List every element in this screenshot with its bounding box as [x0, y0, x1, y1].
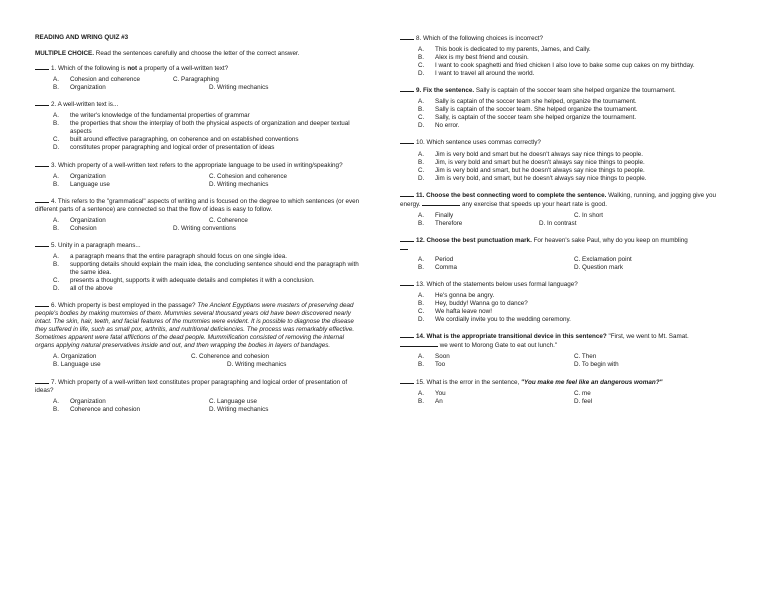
question-1-options	[35, 76, 365, 92]
question-11: 11. Choose the best connecting word to complete the sentence. Walking, running, and jogging give you energy. any exercise that speeds up your heart rate is good.	[400, 191, 717, 208]
option-a[interactable]: A. Jim is very bold and smart but he doesn't always say nice things to people.	[418, 150, 644, 158]
option-b[interactable]: B. Hey, buddy! Wanna go to dance?	[418, 300, 528, 308]
question-6-passage: The Ancient Egyptians were masters of preserving dead people's bodies by making mummies of them. Mummies several thousand years old have been discovered nearly intact. The skin, hair, teeth, and facial features of the mummies were evident. It is possible to diagnose the disease they suffered in life, such as small pox, arthritis, and nutritional deficiencies. The process was remarkably effective. Sometimes apparent were fatal afflictions of the dead people. Mummification consisted of removing the internal organs applying natural preservatives inside and out, and then wrapping the bodies in layers of bandages.	[35, 302, 355, 350]
option-c[interactable]: C. We hafta leave now!	[418, 308, 492, 316]
option-b[interactable]: B. Cohesion	[53, 224, 97, 232]
option-d[interactable]: D. Question mark	[574, 264, 623, 272]
fill-in-blank[interactable]	[400, 341, 438, 347]
question-9-options	[400, 98, 735, 130]
option-a[interactable]: A. This book is dedicated to my parents, James, and Cally.	[418, 46, 591, 54]
question-14-options	[400, 353, 735, 369]
option-d[interactable]: D. In contrast	[539, 219, 577, 227]
option-a[interactable]: A. Organization	[53, 216, 106, 224]
option-a[interactable]: A. Sally is captain of the soccer team she helped, organize the tournament.	[418, 98, 637, 106]
option-a[interactable]: A. Organization	[53, 397, 106, 405]
answer-blank[interactable]	[400, 191, 414, 197]
instructions: MULTIPLE CHOICE. Read the sentences carefully and choose the letter of the correct answer.	[35, 50, 300, 58]
option-d[interactable]: D. all of the above	[53, 285, 113, 293]
answer-blank[interactable]	[400, 236, 414, 242]
question-13-options	[400, 292, 735, 324]
option-b[interactable]: B. the properties that show the interplay of both the physical aspects of organization and deeper textual aspects	[53, 120, 350, 136]
option-a[interactable]: A. Organization	[53, 353, 97, 361]
question-2: 2. A well-written text is...	[35, 100, 365, 109]
option-b[interactable]: B. An	[418, 397, 443, 405]
option-d[interactable]: D. Writing mechanics	[227, 361, 287, 369]
option-d[interactable]: D. To begin with	[574, 361, 619, 369]
fill-in-blank[interactable]	[400, 245, 408, 250]
question-15-options	[400, 390, 735, 406]
quiz-title: READING AND WRING QUIZ #3	[35, 34, 129, 41]
option-a[interactable]: A. You	[418, 389, 446, 397]
option-b[interactable]: B. Coherence and cohesion	[53, 405, 141, 413]
question-4-options	[35, 217, 365, 233]
left-column	[35, 34, 365, 422]
answer-blank[interactable]	[35, 100, 49, 106]
option-c[interactable]: C. presents a thought, supports it with adequate details and completes it with a conclusion.	[53, 277, 315, 285]
option-b[interactable]: B. Language use	[53, 361, 101, 369]
option-b[interactable]: B. Comma	[418, 264, 458, 272]
option-a[interactable]: A. Finally	[418, 211, 454, 219]
right-column	[400, 34, 735, 414]
option-c[interactable]: C. Language use	[209, 397, 257, 405]
option-a[interactable]: A. He's gonna be angry.	[418, 292, 495, 300]
option-a[interactable]: A. Soon	[418, 353, 450, 361]
option-c[interactable]: C. In short	[574, 211, 604, 219]
option-b[interactable]: B. Alex is my best friend and cousin.	[418, 54, 529, 62]
question-15: 15. What is the error in the sentence, "You make me feel like an dangerous woman?"	[400, 378, 735, 387]
question-14: 14. What is the appropriate transitional device in this sentence? "First, we went to Mt. Samat. we went to Morong Gate to eat out lunch."	[400, 332, 735, 350]
option-a[interactable]: A. the writer's knowledge of the fundamental properties of grammar	[53, 112, 250, 120]
option-c[interactable]: C. I want to cook spaghetti and fried chicken I also love to bake some cup cakes on my birthday.	[418, 62, 695, 70]
question-12: 12. Choose the best punctuation mark. For heaven's sake Paul, why do you keep on mumbling	[400, 236, 735, 253]
option-d[interactable]: D. Writing mechanics	[209, 405, 269, 413]
answer-blank[interactable]	[35, 64, 49, 70]
option-d[interactable]: D. feel	[574, 397, 593, 405]
answer-blank[interactable]	[35, 197, 49, 203]
question-8: 8. Which of the following choices is incorrect?	[400, 34, 735, 43]
option-b[interactable]: B. Language use	[53, 180, 110, 188]
option-c[interactable]: C. Coherence and cohesion	[191, 353, 270, 361]
option-a[interactable]: A. a paragraph means that the entire paragraph should focus on one single idea.	[53, 252, 288, 260]
question-1: 1. Which of the following is not a property of a well-written text?	[35, 64, 365, 73]
answer-blank[interactable]	[400, 280, 414, 286]
question-11-options	[400, 212, 735, 228]
option-d[interactable]: D. I want to travel all around the world.	[418, 70, 535, 78]
answer-blank[interactable]	[400, 34, 414, 40]
question-13: 13. Which of the statements below uses formal language?	[400, 280, 735, 289]
option-b[interactable]: B. Jim, is very bold and smart but he doesn't always say nice things to people.	[418, 158, 645, 166]
answer-blank[interactable]	[35, 241, 49, 247]
answer-blank[interactable]	[400, 332, 414, 338]
option-d[interactable]: D. No error.	[418, 122, 460, 130]
question-10-options	[400, 151, 735, 183]
option-c[interactable]: C. Exclamation point	[574, 255, 632, 263]
question-10: 10. Which sentence uses commas correctly?	[400, 138, 735, 147]
option-a[interactable]: A. Cohesion and coherence	[53, 76, 141, 84]
question-4: 4. This refers to the "grammatical" aspects of writing and is focused on the degree to which sentences (or even different parts of a sentence) are connected so that the flow of ideas is easy to follow.	[35, 197, 360, 213]
option-b[interactable]: B. Organization	[53, 84, 106, 92]
option-c[interactable]: C. Coherence	[209, 216, 248, 224]
question-3: 3. Which property of a well-written text refers to the appropriate language to be used in writing/speaking?	[35, 161, 365, 170]
option-b[interactable]: B. Therefore	[418, 219, 463, 227]
option-c[interactable]: C. Then	[574, 353, 597, 361]
option-c[interactable]: C. Paragraphing	[173, 76, 219, 84]
question-7: 7. Which property of a well-written text constitutes proper paragraphing and logical order of presentation of ideas?	[35, 378, 348, 394]
option-c[interactable]: C. Cohesion and coherence	[209, 172, 288, 180]
option-d[interactable]: D. Writing mechanics	[209, 180, 269, 188]
option-b[interactable]: B. Too	[418, 361, 446, 369]
option-b[interactable]: B. Sally is captain of the soccer team. She helped organize the tournament.	[418, 106, 638, 114]
fill-in-blank[interactable]	[422, 200, 460, 206]
option-b[interactable]: B. supporting details should explain the main idea, the concluding sentence should end the paragraph with the same idea.	[53, 260, 359, 276]
option-d[interactable]: D. Writing mechanics	[209, 84, 269, 92]
option-d[interactable]: D. constitutes proper paragraphing and logical order of presentation of ideas	[53, 144, 275, 152]
option-c[interactable]: C. Sally, is captain of the soccer team she helped organize the tournament.	[418, 114, 637, 122]
option-c[interactable]: C. me	[574, 389, 591, 397]
option-c[interactable]: C. Jim is very bold and smart, but he doesn't always say nice things to people.	[418, 166, 645, 174]
answer-blank[interactable]	[35, 161, 49, 167]
question-9: 9. Fix the sentence. Sally is captain of the soccer team she helped organize the tournament.	[400, 86, 735, 95]
option-c[interactable]: C. built around effective paragraphing, on coherence and on established conventions	[53, 136, 299, 144]
question-8-options	[400, 46, 735, 78]
answer-blank[interactable]	[35, 378, 49, 384]
answer-blank[interactable]	[400, 378, 414, 384]
question-5: 5. Unity in a paragraph means...	[35, 241, 365, 250]
question-7-options	[35, 398, 365, 414]
question-12-options	[400, 256, 735, 272]
question-5-options	[35, 253, 365, 293]
option-a[interactable]: A. Organization	[53, 172, 106, 180]
answer-blank[interactable]	[400, 86, 414, 92]
question-3-options	[35, 173, 365, 189]
option-a[interactable]: A. Period	[418, 255, 454, 263]
option-d[interactable]: D. We cordially invite you to the wedding ceremony.	[418, 316, 571, 324]
answer-blank[interactable]	[35, 301, 49, 307]
question-6: 6. Which property is best employed in the passage? The Ancient Egyptians were masters of preserving dead people's bodies by making mummies of them. Mummies several thousand years old have been discovered nearly intact. The skin, hair, teeth, and facial features of the mummies were evident. It is possible to diagnose the disease they suffered in life, such as small pox, arthritis, and nutritional deficiencies. The process was remarkably effective. Sometimes apparent were fatal afflictions of the dead people. Mummification consisted of removing the internal organs applying natural preservatives inside and out, and then wrapping the bodies in layers of bandages.	[35, 302, 355, 350]
question-2-options	[35, 112, 365, 152]
option-d[interactable]: D. Jim is very bold, and smart, but he doesn't always say nice things to people.	[418, 174, 647, 182]
question-6-options	[35, 353, 365, 369]
option-d[interactable]: D. Writing conventions	[173, 224, 236, 232]
answer-blank[interactable]	[400, 138, 414, 144]
